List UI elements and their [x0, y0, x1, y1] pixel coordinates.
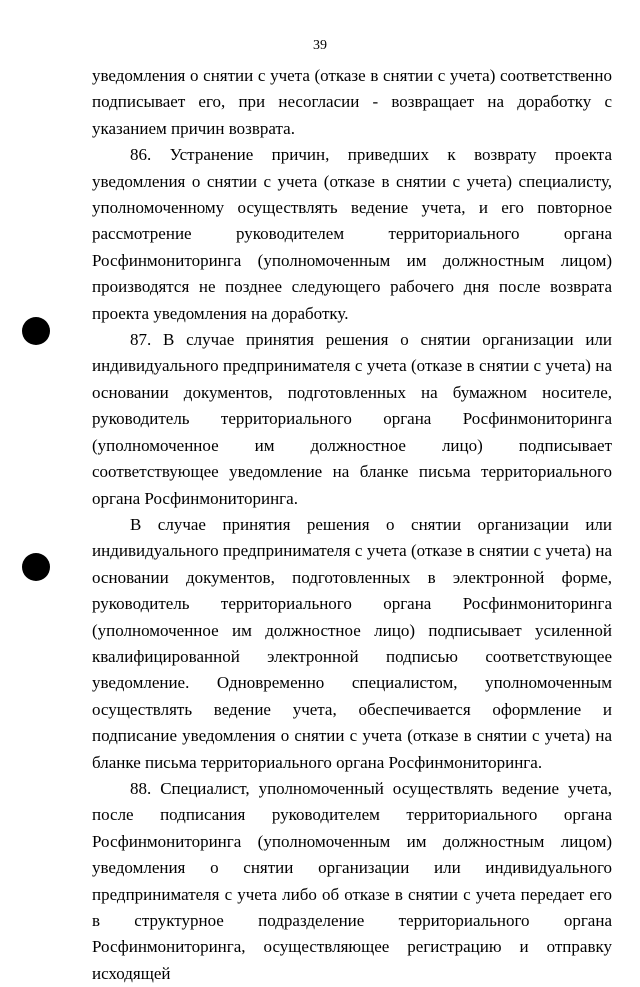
paragraph-88: 88. Специалист, уполномоченный осуществлять ведение учета, после подписания руководителем территориального органа Росфинмониторинга (уполномоченным им должностным лицом) уведомления о снятии организации или индивидуального предпринимателя с учета либо об отказе в снятии с учета передает его в структурное подразделение территориального органа Росфинмониторинга, осуществляющее регистрацию и отправку исходящей — [92, 778, 612, 983]
page-number: 39 — [313, 38, 327, 53]
paragraph-87: 87. В случае принятия решения о снятии организации или индивидуального предпринимателя с учета (отказе в снятии с учета) на основании документов, подготовленных на бумажном носителе, руководитель территориального органа Росфинмониторинга (уполномоченное им должностное лицо) подписывает соответствующее уведомление на бланке письма территориального органа Росфинмониторинга. — [92, 330, 612, 508]
paragraph-87-electronic: В случае принятия решения о снятии организации или индивидуального предпринимателя с учета (отказе в снятии с учета) на основании документов, подготовленных в электронной форме, руководитель территориального органа Росфинмониторинга (уполномоченное им должностное лицо) подписывает усиленной квалифицированной электронной подписью соответствующее уведомление. Одновременно специалистом, уполномоченным осуществлять ведение учета, обеспечивается оформление и подписание уведомления о снятии с учета (отказе в снятии с учета) на бланке письма территориального органа Росфинмониторинга. — [92, 514, 612, 772]
paragraph-86: 86. Устранение причин, приведших к возврату проекта уведомления о снятии с учета (отказе в снятии с учета) специалисту, уполномоченному осуществлять ведение учета, и его повторное рассмотрение руководителем территориального органа Росфинмониторинга (уполномоченным им должностным лицом) производятся не позднее следующего рабочего дня после возврата проекта уведомления на доработку. — [92, 145, 612, 323]
paragraph-continuation: уведомления о снятии с учета (отказе в снятии с учета) соответственно подписывает его, при несогласии - возвращает на доработку с указанием причин возврата. — [92, 66, 612, 138]
punch-hole-top — [22, 317, 50, 345]
document-body — [92, 63, 612, 987]
punch-hole-bottom — [22, 553, 50, 581]
